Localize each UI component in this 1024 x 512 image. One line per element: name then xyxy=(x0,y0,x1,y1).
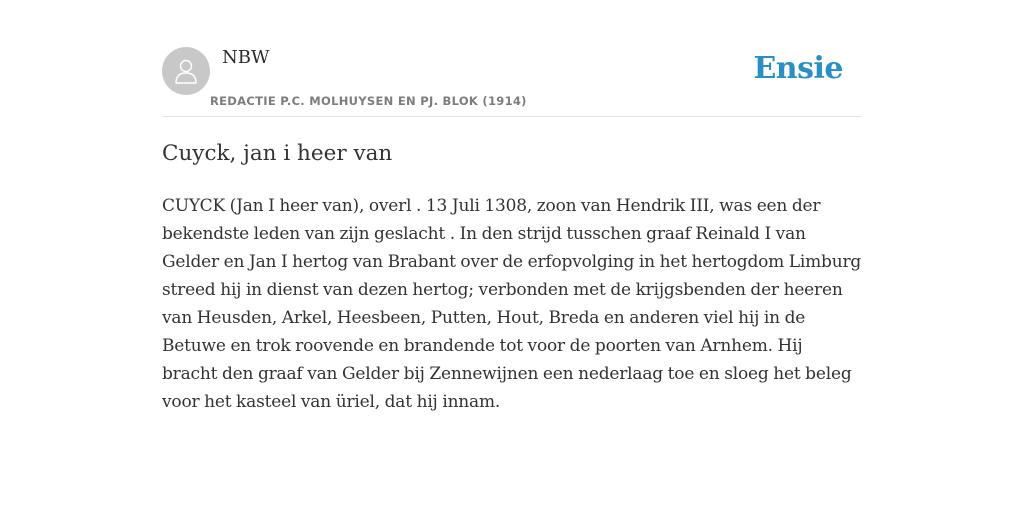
author-avatar[interactable] xyxy=(162,47,210,95)
source-subtitle: REDACTIE P.C. MOLHUYSEN EN PJ. BLOK (1914) xyxy=(210,94,527,108)
ensie-logo[interactable]: Ensie xyxy=(753,51,843,86)
author-name[interactable]: NBW xyxy=(222,47,270,68)
article-header xyxy=(162,0,862,117)
article-body: CUYCK (Jan I heer van), overl . 13 Juli 1308, zoon van Hendrik III, was een der bekendste leden van zijn geslacht . In den strijd tusschen graaf Reinald I van Gelder en Jan I hertog van Brabant over de erfopvolging in het hertogdom Limburg streed hij in dienst van dezen hertog; verbonden met de krijgsbenden der heeren van Heusden, Arkel, Heesbeen, Putten, Hout, Breda en anderen viel hij in de Betuwe en trok roovende en brandende tot voor de poorten van Arnhem. Hij bracht den graaf van Gelder bij Zennewijnen een nederlaag toe en sloeg het beleg voor het kasteel van üriel, dat hij innam. xyxy=(162,196,862,412)
user-icon xyxy=(171,56,201,86)
article-title: Cuyck, jan i heer van xyxy=(162,141,393,166)
article-card xyxy=(162,0,862,512)
